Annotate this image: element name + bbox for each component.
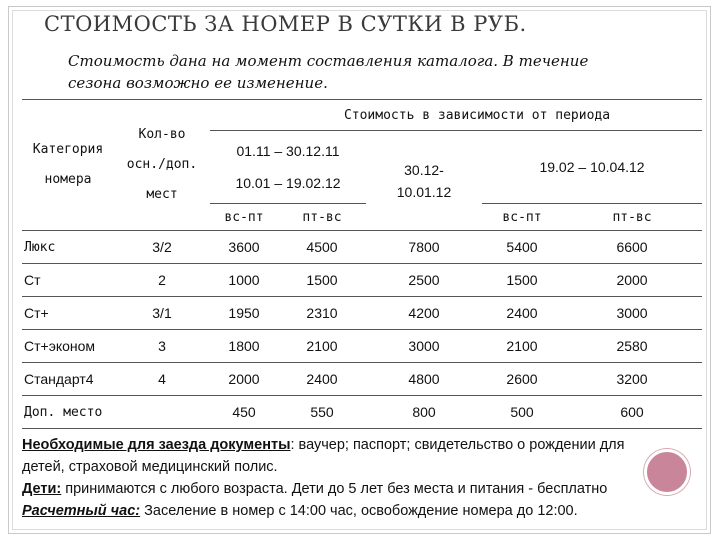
row-p3-weekday-price: 2600 [482,363,562,396]
row-category: Стандарт4 [22,363,114,396]
row-p2-price: 800 [366,396,482,429]
row-count: 3/2 [114,231,210,264]
documents-text: : ваучер; паспорт; свидетельство о рождении для [290,437,625,453]
table-row [22,297,702,330]
period3-header: 19.02 – 10.04.12 [482,131,702,204]
row-p1-weekend-price: 2400 [278,363,366,396]
row-p1-weekday-price: 450 [210,396,278,429]
row-p1-weekend-price: 2100 [278,330,366,363]
subtitle: Стоимость дана на момент составления каталога. В течение сезона возможно ее изменение. [68,52,589,92]
page-title: СТОИМОСТЬ ЗА НОМЕР В СУТКИ В РУБ. [44,12,527,36]
table-row [22,363,702,396]
row-p1-weekday-price: 1800 [210,330,278,363]
row-count [114,396,210,429]
table-row [22,231,702,264]
row-count: 3 [114,330,210,363]
row-p3-weekend-price: 3000 [562,297,702,330]
row-category: Ст [22,264,114,297]
row-category: Ст+эконом [22,330,114,363]
count-header-line1: Кол-во [138,127,186,142]
row-p2-price: 2500 [366,264,482,297]
row-p1-weekday-price: 2000 [210,363,278,396]
checkout-text: Заселение в номер с 14:00 час, освобождение номера до 12:00. [140,503,578,519]
row-p3-weekday-price: 1500 [482,264,562,297]
children-text: принимаются с любого возраста. Дети до 5 лет без места и питания - бесплатно [61,481,608,497]
documents-note [22,434,712,456]
row-p2-price: 3000 [366,330,482,363]
row-p3-weekday-price: 2400 [482,297,562,330]
row-p3-weekday-price: 5400 [482,231,562,264]
children-note [22,478,712,500]
children-label: Дети: [22,481,62,497]
row-category: Люкс [22,231,114,264]
row-p3-weekend-price: 600 [562,396,702,429]
row-p2-price: 4200 [366,297,482,330]
notes-block [22,434,712,522]
checkout-label: Расчетный час: [22,503,141,519]
row-p3-weekend-price: 2000 [562,264,702,297]
row-p3-weekday-price: 500 [482,396,562,429]
period2-line1: 30.12- [404,161,444,178]
category-header-line2: номера [44,172,92,187]
period1-header [210,131,366,204]
documents-label: Необходимые для заезда документы [22,437,291,453]
count-header-line3: мест [146,187,178,202]
table-header-row [22,100,702,131]
period1-line1: 01.11 – 30.12.11 [236,143,340,159]
sub-label-p3-weekday: вс-пт [482,204,562,231]
period2-header [366,131,482,231]
row-category: Доп. место [22,396,114,429]
decorative-circle [644,449,690,495]
row-p2-price: 7800 [366,231,482,264]
sub-label-p3-weekend: пт-вс [562,204,702,231]
row-p1-weekday-price: 1950 [210,297,278,330]
count-header-line2: осн./доп. [126,157,198,172]
count-header [114,100,210,231]
table-row [22,330,702,363]
row-p2-price: 4800 [366,363,482,396]
row-p1-weekend-price: 1500 [278,264,366,297]
row-count: 2 [114,264,210,297]
period1-line2: 10.01 – 19.02.12 [235,175,341,191]
period2-line2: 10.01.12 [396,183,452,200]
row-p1-weekend-price: 2310 [278,297,366,330]
row-p3-weekend-price: 6600 [562,231,702,264]
price-table [22,99,702,429]
row-count: 3/1 [114,297,210,330]
table-row [22,396,702,429]
period-header: Стоимость в зависимости от периода [210,100,702,131]
row-p1-weekend-price: 4500 [278,231,366,264]
category-header-line1: Категория [32,142,104,157]
row-category: Ст+ [22,297,114,330]
row-p1-weekday-price: 3600 [210,231,278,264]
checkout-note [22,500,712,522]
sub-label-p1-weekend: пт-вс [278,204,366,231]
table-row [22,264,702,297]
row-p1-weekday-price: 1000 [210,264,278,297]
row-p3-weekend-price: 3200 [562,363,702,396]
row-p3-weekend-price: 2580 [562,330,702,363]
row-p1-weekend-price: 550 [278,396,366,429]
row-p3-weekday-price: 2100 [482,330,562,363]
sub-label-p1-weekday: вс-пт [210,204,278,231]
category-header [22,100,114,231]
documents-note-continued: детей, страховой медицинский полис. [22,459,278,475]
row-count: 4 [114,363,210,396]
